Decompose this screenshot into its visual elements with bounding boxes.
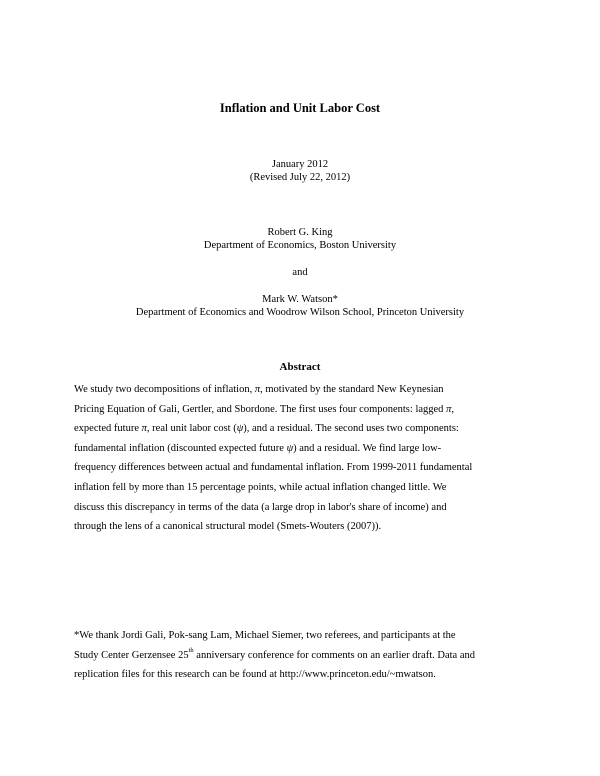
abstract-body: [74, 380, 530, 537]
abstract-line: frequency differences between actual and fundamental inflation. From 1999-2011 fundamental: [74, 462, 473, 474]
abstract-line: We study two decompositions of inflation, π, motivated by the standard New Keynesian: [74, 384, 444, 395]
abstract-line: inflation fell by more than 15 percentage points, while actual inflation changed little. We: [74, 481, 447, 493]
ordinal-superscript: th: [188, 647, 194, 655]
footnote-line: Study Center Gerzensee 25th anniversary conference for comments on an earlier draft. Data and: [74, 647, 475, 661]
abstract-line: Pricing Equation of Gali, Gertler, and Sbordone. The first uses four components: lagged π,: [74, 403, 454, 415]
author-name: Mark W. Watson*: [262, 294, 338, 305]
paper-date: January 2012: [271, 159, 329, 170]
revision-date: (Revised July 22, 2012): [249, 172, 351, 183]
pi-symbol: π: [446, 403, 452, 415]
abstract-line: through the lens of a canonical structural model (Smets-Wouters (2007)).: [74, 521, 382, 533]
abstract-line: fundamental inflation (discounted expected future ψ) and a residual. We find large low-: [74, 442, 442, 454]
footnote-line: replication files for this research can be found at http://www.princeton.edu/~mwatson.: [74, 669, 436, 681]
footnote-line: *We thank Jordi Gali, Pok-sang Lam, Michael Siemer, two referees, and participants at the: [74, 630, 456, 641]
paper-title: Inflation and Unit Labor Cost: [219, 101, 381, 115]
pi-symbol: π: [254, 384, 261, 395]
acknowledgment-footnote: [74, 626, 530, 685]
abstract-line: expected future π, real unit labor cost (ψ), and a residual. The second uses two components:: [74, 423, 459, 435]
psi-symbol: ψ: [236, 423, 244, 435]
author-name: Robert G. King: [267, 227, 333, 238]
abstract-line: discuss this discrepancy in terms of the data (a large drop in labor's share of income) and: [74, 501, 447, 513]
pi-symbol: π: [141, 423, 147, 435]
abstract-heading: Abstract: [279, 361, 321, 373]
author-affiliation: Department of Economics and Woodrow Wilson School, Princeton University: [135, 307, 465, 318]
psi-symbol: ψ: [286, 442, 294, 454]
author-conjunction: and: [292, 267, 308, 278]
author-affiliation: Department of Economics, Boston University: [203, 240, 397, 251]
